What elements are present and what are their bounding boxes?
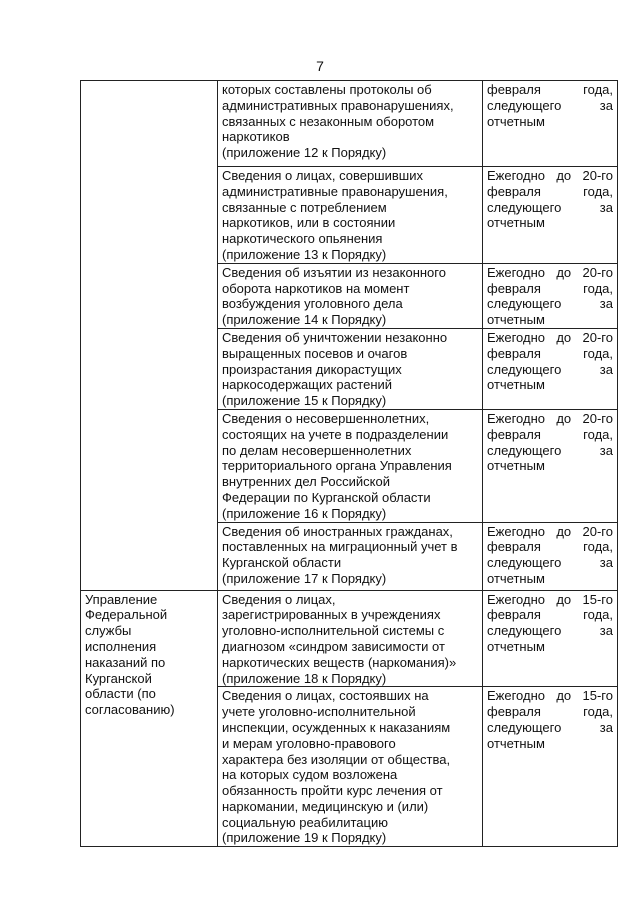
deadline-cell — [483, 263, 618, 328]
deadline-word: 20-го — [582, 264, 613, 280]
description-line: инспекции, осужденных к наказаниям — [222, 719, 451, 735]
description-line: Федерации по Курганской области — [222, 489, 431, 505]
deadline-line — [487, 704, 613, 720]
deadline-word: февраля — [487, 539, 541, 555]
description-line: Сведения о несовершеннолетних, — [222, 410, 430, 426]
deadline-line — [487, 571, 613, 587]
deadline-line — [487, 296, 613, 312]
deadline-word: до — [556, 168, 572, 183]
deadline-word: февраля — [487, 704, 541, 720]
description-line: территориального органа Управления — [222, 458, 452, 474]
deadline-word: февраля — [487, 345, 541, 361]
deadline-word: Ежегодно — [487, 410, 545, 426]
table-row — [81, 590, 618, 687]
description-line: оборота наркотиков на момент — [222, 280, 410, 296]
deadline-word: следующего — [487, 442, 562, 458]
deadline-line — [487, 411, 613, 427]
description-cell — [218, 687, 483, 847]
description-line: Сведения о лицах, состоявших на — [222, 688, 429, 704]
agency-line: исполнения — [85, 638, 157, 654]
description-cell — [218, 328, 483, 409]
deadline-word: Ежегодно — [487, 329, 545, 345]
deadline-cell — [483, 687, 618, 847]
description-line: Сведения об изъятии из незаконного — [222, 264, 446, 280]
deadline-word: следующего — [487, 719, 562, 735]
description-line: связанных с незаконным оборотом — [222, 113, 435, 129]
deadline-word: Ежегодно — [487, 523, 545, 539]
agency-line: службы — [85, 623, 132, 639]
description-line: зарегистрированных в учреждениях — [222, 607, 441, 623]
deadline-word: за — [599, 361, 613, 377]
deadline-line — [487, 281, 613, 297]
deadline-line — [487, 98, 613, 114]
description-line: (приложение 17 к Порядку) — [222, 570, 387, 586]
deadline-line — [487, 184, 613, 200]
deadline-line — [487, 720, 613, 736]
deadline-word: до — [556, 688, 572, 704]
deadline-word: до — [556, 523, 572, 539]
page-number: 7 — [316, 58, 324, 74]
deadline-line — [487, 458, 613, 474]
deadline-line — [487, 639, 613, 655]
deadline-word: 20-го — [582, 168, 613, 183]
deadline-word: за — [599, 555, 613, 571]
deadline-line — [487, 688, 613, 704]
deadline-word: отчетным — [487, 570, 545, 586]
deadline-line — [487, 607, 613, 623]
deadline-cell — [483, 167, 618, 264]
deadline-word: за — [599, 719, 613, 735]
deadline-word: за — [599, 97, 613, 113]
deadline-word: года, — [583, 82, 613, 97]
description-line: (приложение 19 к Порядку) — [222, 830, 387, 846]
description-line: поставленных на миграционный учет в — [222, 539, 458, 555]
description-cell — [218, 409, 483, 522]
deadline-word: года, — [583, 183, 613, 199]
description-line: наркотиков — [222, 129, 290, 145]
deadline-word: отчетным — [487, 638, 545, 654]
deadline-word: февраля — [487, 280, 541, 296]
deadline-word: следующего — [487, 296, 562, 312]
deadline-line — [487, 623, 613, 639]
deadline-line — [487, 265, 613, 281]
description-line: наркотических веществ (наркомания)» — [222, 654, 457, 670]
deadline-word: 20-го — [582, 410, 613, 426]
deadline-word: года, — [583, 345, 613, 361]
deadline-word: за — [599, 296, 613, 312]
deadline-line — [487, 427, 613, 443]
deadline-word: до — [556, 591, 572, 607]
deadline-word: года, — [583, 539, 613, 555]
deadline-word: 20-го — [582, 329, 613, 345]
report-table-body — [81, 81, 618, 847]
description-line: возбуждения уголовного дела — [222, 296, 403, 312]
deadline-word: февраля — [487, 426, 541, 442]
deadline-line — [487, 443, 613, 459]
deadline-word: года, — [583, 704, 613, 720]
deadline-line — [487, 114, 613, 130]
deadline-word: 15-го — [582, 591, 613, 607]
deadline-word: следующего — [487, 199, 562, 215]
deadline-word: года, — [583, 280, 613, 296]
deadline-cell — [483, 522, 618, 590]
description-line: учете уголовно-исполнительной — [222, 704, 416, 720]
deadline-word: до — [556, 264, 572, 280]
deadline-word: за — [599, 623, 613, 639]
description-line: (приложение 12 к Порядку) — [222, 145, 387, 161]
deadline-word: Ежегодно — [487, 591, 545, 607]
description-line: выращенных посевов и очагов — [222, 345, 408, 361]
description-line: Сведения о лицах, — [222, 591, 336, 607]
description-line: (приложение 15 к Порядку) — [222, 393, 387, 409]
deadline-word: до — [556, 329, 572, 345]
deadline-line — [487, 362, 613, 378]
deadline-line — [487, 330, 613, 346]
description-line: по делам несовершеннолетних — [222, 442, 412, 458]
description-line: наркотиков, или в состоянии — [222, 215, 396, 231]
description-line: Сведения об уничтожении незаконно — [222, 329, 448, 345]
description-cell — [218, 81, 483, 167]
description-line: связанные с потреблением — [222, 199, 387, 215]
deadline-word: отчетным — [487, 113, 545, 129]
deadline-cell — [483, 590, 618, 687]
deadline-word: февраля — [487, 607, 541, 623]
description-line: которых составлены протоколы об — [222, 82, 432, 97]
description-line: наркосодержащих растений — [222, 377, 393, 393]
description-line: (приложение 13 к Порядку) — [222, 246, 387, 262]
description-line: социальную реабилитацию — [222, 814, 388, 830]
description-line: наркотического опьянения — [222, 231, 383, 247]
deadline-line — [487, 592, 613, 608]
deadline-word: февраля — [487, 82, 541, 97]
description-line: административные правонарушения, — [222, 183, 448, 199]
description-line: произрастания дикорастущих — [222, 361, 402, 377]
description-cell — [218, 590, 483, 687]
deadline-line — [487, 215, 613, 231]
deadline-word: 20-го — [582, 523, 613, 539]
deadline-word: следующего — [487, 555, 562, 571]
description-line: наркомании, медицинскую и (или) — [222, 798, 429, 814]
description-line: административных правонарушениях, — [222, 97, 454, 113]
description-line: Сведения об иностранных гражданах, — [222, 523, 453, 539]
description-line: уголовно-исполнительной системы с — [222, 623, 445, 639]
agency-cell — [81, 590, 218, 847]
deadline-word: года, — [583, 426, 613, 442]
deadline-word: за — [599, 199, 613, 215]
deadline-cell — [483, 409, 618, 522]
description-line: (приложение 16 к Порядку) — [222, 505, 387, 521]
agency-line: наказаний по — [85, 654, 166, 670]
description-line: (приложение 14 к Порядку) — [222, 312, 387, 328]
deadline-line — [487, 377, 613, 393]
description-line: на которых судом возложена — [222, 767, 398, 783]
description-line: обязанность пройти курс лечения от — [222, 783, 443, 799]
deadline-cell — [483, 81, 618, 167]
deadline-word: года, — [583, 607, 613, 623]
deadline-word: отчетным — [487, 312, 545, 328]
deadline-word: отчетным — [487, 215, 545, 231]
deadline-word: за — [599, 442, 613, 458]
description-line: Сведения о лицах, совершивших — [222, 168, 423, 183]
deadline-word: Ежегодно — [487, 264, 545, 280]
agency-line: Федеральной — [85, 607, 168, 623]
deadline-line — [487, 312, 613, 328]
report-table — [80, 80, 618, 847]
deadline-line — [487, 346, 613, 362]
deadline-word: следующего — [487, 97, 562, 113]
deadline-word: Ежегодно — [487, 168, 545, 183]
deadline-word: отчетным — [487, 458, 545, 474]
deadline-line — [487, 82, 613, 98]
deadline-line — [487, 555, 613, 571]
description-line: Курганской области — [222, 555, 342, 571]
deadline-word: Ежегодно — [487, 688, 545, 704]
deadline-cell — [483, 328, 618, 409]
table-row — [81, 81, 618, 167]
description-line: (приложение 18 к Порядку) — [222, 670, 387, 686]
deadline-word: следующего — [487, 361, 562, 377]
agency-line: Управление — [85, 591, 158, 607]
agency-line: согласованию) — [85, 702, 175, 718]
agency-line: области (по — [85, 686, 156, 702]
description-line: и мерам уголовно-правового — [222, 735, 396, 751]
deadline-line — [487, 168, 613, 184]
description-line: внутренних дел Российской — [222, 474, 390, 490]
agency-cell-empty — [81, 81, 218, 591]
agency-line: Курганской — [85, 670, 152, 686]
description-cell — [218, 522, 483, 590]
deadline-word: отчетным — [487, 377, 545, 393]
description-line: характера без изоляции от общества, — [222, 751, 451, 767]
deadline-word: до — [556, 410, 572, 426]
deadline-word: 15-го — [582, 688, 613, 704]
deadline-word: следующего — [487, 623, 562, 639]
deadline-word: февраля — [487, 183, 541, 199]
deadline-line — [487, 539, 613, 555]
deadline-word: отчетным — [487, 735, 545, 751]
description-line: состоящих на учете в подразделении — [222, 426, 449, 442]
deadline-line — [487, 736, 613, 752]
deadline-line — [487, 200, 613, 216]
description-cell — [218, 263, 483, 328]
description-line: диагнозом «синдром зависимости от — [222, 638, 445, 654]
description-cell — [218, 167, 483, 264]
deadline-line — [487, 524, 613, 540]
